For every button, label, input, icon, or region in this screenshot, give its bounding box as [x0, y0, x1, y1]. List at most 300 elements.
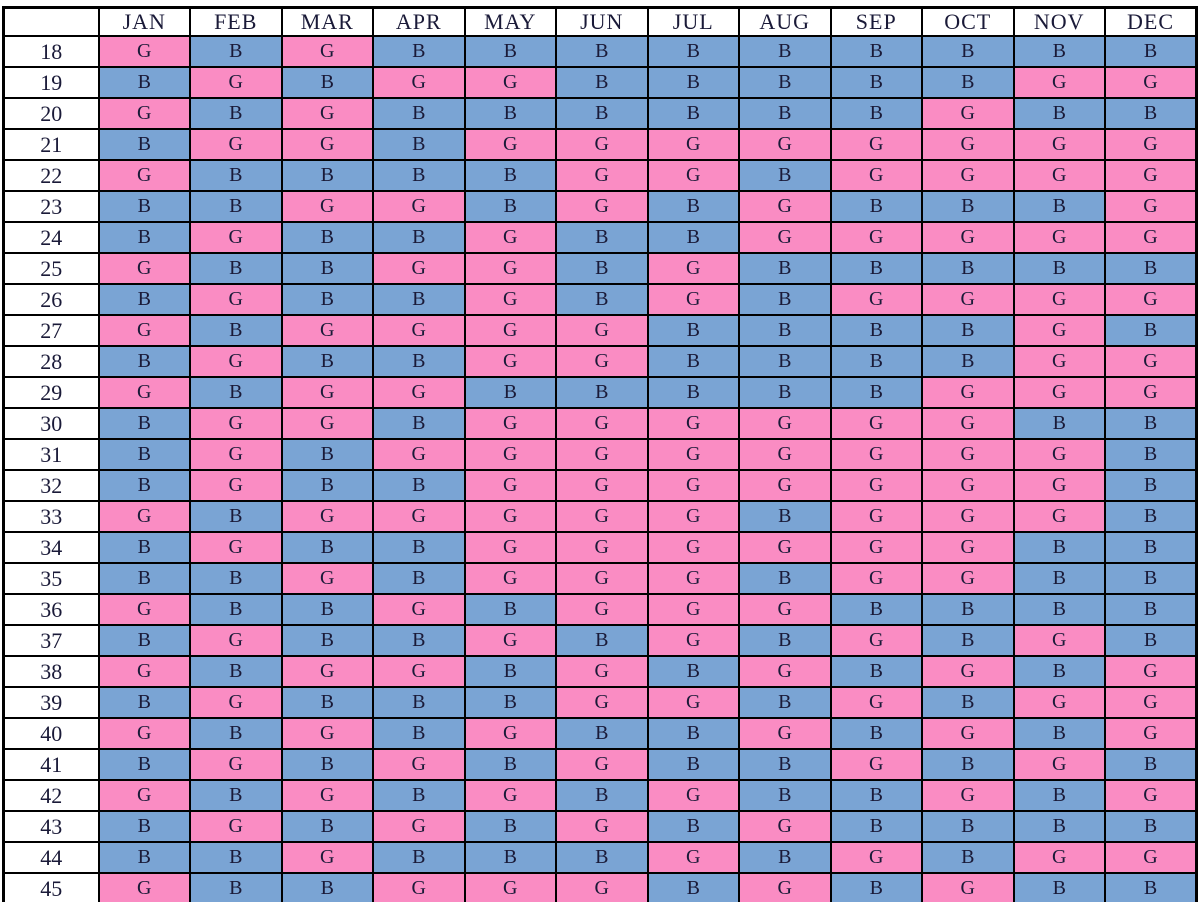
gender-cell: G [1105, 67, 1197, 98]
gender-cell: B [648, 222, 740, 253]
gender-cell: G [556, 315, 648, 346]
gender-cell: B [831, 780, 923, 811]
gender-cell: G [739, 532, 831, 563]
gender-cell: G [648, 284, 740, 315]
gender-cell: B [282, 346, 374, 377]
gender-cell: B [1105, 532, 1197, 563]
gender-cell: G [831, 625, 923, 656]
gender-cell: G [739, 129, 831, 160]
gender-cell: B [99, 191, 191, 222]
gender-cell: G [556, 470, 648, 501]
gender-cell: G [190, 532, 282, 563]
gender-prediction-table [2, 6, 1198, 902]
gender-cell: B [1014, 36, 1106, 67]
table-body [4, 36, 1197, 902]
gender-cell: B [465, 98, 557, 129]
gender-cell: B [373, 718, 465, 749]
gender-cell: B [99, 284, 191, 315]
table-row-age-32 [4, 470, 1197, 501]
gender-cell: B [739, 687, 831, 718]
gender-cell: B [282, 439, 374, 470]
gender-cell: B [739, 780, 831, 811]
gender-cell: G [373, 315, 465, 346]
gender-cell: B [373, 36, 465, 67]
gender-cell: G [282, 408, 374, 439]
age-row-header: 31 [4, 439, 99, 470]
gender-cell: B [1105, 501, 1197, 532]
gender-cell: B [282, 284, 374, 315]
gender-cell: B [282, 160, 374, 191]
gender-cell: B [282, 687, 374, 718]
gender-cell: B [556, 780, 648, 811]
gender-cell: G [922, 377, 1014, 408]
gender-cell: B [282, 470, 374, 501]
gender-cell: G [648, 625, 740, 656]
gender-cell: G [190, 687, 282, 718]
gender-cell: G [739, 811, 831, 842]
age-row-header: 38 [4, 656, 99, 687]
gender-cell: G [99, 160, 191, 191]
gender-cell: G [1105, 687, 1197, 718]
gender-cell: B [1105, 36, 1197, 67]
gender-cell: B [648, 749, 740, 780]
gender-cell: B [1105, 594, 1197, 625]
gender-cell: B [922, 191, 1014, 222]
table-row-age-41 [4, 749, 1197, 780]
gender-cell: B [1014, 656, 1106, 687]
table-row-age-39 [4, 687, 1197, 718]
gender-cell: G [190, 470, 282, 501]
gender-cell: B [190, 98, 282, 129]
gender-cell: B [373, 470, 465, 501]
month-header-mar: MAR [282, 8, 374, 37]
gender-cell: G [1014, 346, 1106, 377]
gender-cell: B [1105, 439, 1197, 470]
gender-cell: B [1105, 470, 1197, 501]
gender-cell: G [1014, 315, 1106, 346]
gender-cell: B [99, 625, 191, 656]
table-row-age-29 [4, 377, 1197, 408]
gender-cell: G [1105, 377, 1197, 408]
gender-cell: G [282, 191, 374, 222]
table-row-age-42 [4, 780, 1197, 811]
gender-cell: B [556, 36, 648, 67]
gender-cell: B [282, 873, 374, 902]
gender-cell: B [648, 873, 740, 902]
age-row-header: 45 [4, 873, 99, 902]
gender-cell: G [1014, 625, 1106, 656]
gender-cell: B [648, 811, 740, 842]
gender-cell: G [648, 253, 740, 284]
gender-cell: G [556, 439, 648, 470]
month-header-may: MAY [465, 8, 557, 37]
gender-cell: B [831, 253, 923, 284]
gender-cell: G [1105, 780, 1197, 811]
gender-cell: B [373, 563, 465, 594]
gender-cell: G [739, 222, 831, 253]
gender-cell: G [1014, 842, 1106, 873]
gender-cell: G [465, 780, 557, 811]
gender-cell: G [1105, 222, 1197, 253]
gender-cell: G [282, 98, 374, 129]
table-row-age-23 [4, 191, 1197, 222]
table-row-age-28 [4, 346, 1197, 377]
gender-cell: B [739, 67, 831, 98]
gender-cell: B [373, 532, 465, 563]
gender-cell: B [1014, 532, 1106, 563]
gender-cell: B [831, 315, 923, 346]
gender-cell: G [282, 656, 374, 687]
gender-cell: G [465, 718, 557, 749]
gender-cell: B [739, 749, 831, 780]
age-row-header: 37 [4, 625, 99, 656]
gender-cell: G [922, 98, 1014, 129]
gender-cell: G [831, 470, 923, 501]
gender-cell: G [556, 160, 648, 191]
table-row-age-43 [4, 811, 1197, 842]
gender-cell: G [922, 873, 1014, 902]
gender-cell: G [648, 563, 740, 594]
gender-cell: B [465, 656, 557, 687]
table-row-age-37 [4, 625, 1197, 656]
gender-cell: B [831, 873, 923, 902]
gender-cell: G [373, 191, 465, 222]
gender-cell: G [739, 408, 831, 439]
gender-cell: B [831, 191, 923, 222]
gender-cell: G [465, 346, 557, 377]
gender-cell: G [648, 470, 740, 501]
gender-cell: B [373, 98, 465, 129]
gender-cell: B [831, 36, 923, 67]
gender-cell: G [922, 656, 1014, 687]
gender-cell: G [556, 687, 648, 718]
gender-cell: G [922, 470, 1014, 501]
gender-cell: G [556, 873, 648, 902]
gender-cell: B [1014, 780, 1106, 811]
gender-cell: B [1105, 625, 1197, 656]
gender-cell: G [831, 408, 923, 439]
age-row-header: 29 [4, 377, 99, 408]
gender-cell: B [1014, 191, 1106, 222]
age-row-header: 20 [4, 98, 99, 129]
gender-cell: B [373, 408, 465, 439]
gender-cell: G [831, 563, 923, 594]
gender-cell: G [648, 129, 740, 160]
gender-cell: G [831, 532, 923, 563]
gender-cell: B [190, 501, 282, 532]
gender-cell: B [99, 470, 191, 501]
gender-cell: G [922, 408, 1014, 439]
gender-cell: G [190, 811, 282, 842]
gender-cell: B [648, 98, 740, 129]
gender-cell: G [556, 811, 648, 842]
gender-cell: B [99, 749, 191, 780]
gender-cell: B [190, 191, 282, 222]
gender-cell: B [282, 594, 374, 625]
gender-cell: B [922, 594, 1014, 625]
gender-cell: B [99, 346, 191, 377]
age-row-header: 33 [4, 501, 99, 532]
gender-cell: G [373, 439, 465, 470]
gender-cell: G [282, 563, 374, 594]
gender-cell: G [282, 315, 374, 346]
gender-cell: B [190, 36, 282, 67]
gender-cell: G [1105, 346, 1197, 377]
gender-cell: B [922, 811, 1014, 842]
gender-cell: B [922, 67, 1014, 98]
gender-cell: G [922, 532, 1014, 563]
gender-cell: B [282, 67, 374, 98]
gender-cell: G [465, 625, 557, 656]
gender-cell: G [922, 284, 1014, 315]
gender-cell: B [465, 842, 557, 873]
gender-cell: G [190, 749, 282, 780]
month-header-sep: SEP [831, 8, 923, 37]
gender-cell: G [99, 873, 191, 902]
gender-cell: B [373, 284, 465, 315]
gender-cell: G [1105, 129, 1197, 160]
gender-cell: G [190, 439, 282, 470]
gender-cell: B [922, 36, 1014, 67]
gender-cell: G [373, 873, 465, 902]
gender-cell: G [648, 501, 740, 532]
gender-cell: G [99, 98, 191, 129]
gender-cell: B [190, 160, 282, 191]
corner-cell [4, 8, 99, 37]
gender-cell: B [648, 656, 740, 687]
gender-cell: B [831, 594, 923, 625]
gender-cell: G [648, 532, 740, 563]
gender-cell: B [648, 377, 740, 408]
gender-cell: B [922, 315, 1014, 346]
gender-cell: B [282, 749, 374, 780]
gender-cell: B [99, 67, 191, 98]
gender-cell: G [190, 625, 282, 656]
gender-cell: B [556, 718, 648, 749]
gender-cell: B [373, 625, 465, 656]
gender-cell: G [373, 253, 465, 284]
gender-cell: G [99, 780, 191, 811]
gender-cell: G [190, 346, 282, 377]
gender-cell: B [282, 625, 374, 656]
gender-cell: G [465, 439, 557, 470]
table-row-age-25 [4, 253, 1197, 284]
month-header-nov: NOV [1014, 8, 1106, 37]
table-row-age-31 [4, 439, 1197, 470]
age-row-header: 44 [4, 842, 99, 873]
gender-cell: G [922, 718, 1014, 749]
month-header-dec: DEC [1105, 8, 1197, 37]
gender-cell: B [190, 594, 282, 625]
gender-cell: B [739, 625, 831, 656]
gender-cell: G [831, 284, 923, 315]
gender-cell: B [282, 253, 374, 284]
gender-cell: B [1014, 253, 1106, 284]
table-row-age-38 [4, 656, 1197, 687]
month-header-jun: JUN [556, 8, 648, 37]
gender-cell: G [99, 501, 191, 532]
gender-cell: G [556, 501, 648, 532]
gender-cell: B [190, 718, 282, 749]
gender-cell: G [282, 780, 374, 811]
gender-cell: G [99, 315, 191, 346]
gender-cell: G [465, 222, 557, 253]
gender-cell: B [465, 594, 557, 625]
table-row-age-30 [4, 408, 1197, 439]
gender-cell: G [922, 780, 1014, 811]
gender-cell: G [831, 222, 923, 253]
gender-cell: B [99, 811, 191, 842]
gender-cell: G [465, 408, 557, 439]
gender-cell: B [556, 842, 648, 873]
table-row-age-26 [4, 284, 1197, 315]
gender-cell: G [648, 780, 740, 811]
gender-cell: G [739, 718, 831, 749]
table-row-age-21 [4, 129, 1197, 160]
gender-cell: G [1105, 160, 1197, 191]
gender-cell: G [556, 191, 648, 222]
gender-cell: G [373, 377, 465, 408]
gender-cell: G [99, 36, 191, 67]
gender-cell: G [282, 501, 374, 532]
gender-cell: B [282, 532, 374, 563]
gender-cell: G [1014, 67, 1106, 98]
age-row-header: 39 [4, 687, 99, 718]
gender-cell: B [556, 222, 648, 253]
gender-cell: B [190, 873, 282, 902]
gender-cell: B [739, 160, 831, 191]
gender-cell: B [831, 98, 923, 129]
gender-cell: G [922, 222, 1014, 253]
gender-cell: B [648, 346, 740, 377]
month-header-oct: OCT [922, 8, 1014, 37]
gender-cell: B [373, 222, 465, 253]
table-row-age-33 [4, 501, 1197, 532]
gender-cell: B [465, 749, 557, 780]
gender-cell: B [739, 842, 831, 873]
gender-cell: B [556, 625, 648, 656]
gender-cell: B [99, 439, 191, 470]
gender-cell: G [465, 501, 557, 532]
gender-cell: B [190, 253, 282, 284]
gender-cell: B [648, 36, 740, 67]
gender-cell: G [922, 563, 1014, 594]
gender-cell: B [1014, 811, 1106, 842]
gender-cell: B [648, 67, 740, 98]
gender-cell: B [831, 377, 923, 408]
table-row-age-18 [4, 36, 1197, 67]
gender-cell: B [556, 67, 648, 98]
gender-cell: B [1105, 98, 1197, 129]
gender-cell: G [1014, 377, 1106, 408]
gender-cell: G [465, 129, 557, 160]
gender-cell: G [282, 36, 374, 67]
gender-cell: G [99, 377, 191, 408]
gender-cell: G [373, 656, 465, 687]
gender-cell: B [556, 377, 648, 408]
gender-cell: G [922, 439, 1014, 470]
gender-cell: B [282, 811, 374, 842]
gender-cell: B [648, 315, 740, 346]
gender-cell: B [373, 842, 465, 873]
gender-cell: G [831, 439, 923, 470]
age-row-header: 24 [4, 222, 99, 253]
gender-cell: G [1014, 439, 1106, 470]
gender-cell: G [556, 594, 648, 625]
table-row-age-40 [4, 718, 1197, 749]
gender-cell: B [190, 656, 282, 687]
gender-cell: G [1105, 842, 1197, 873]
age-row-header: 26 [4, 284, 99, 315]
gender-cell: B [922, 346, 1014, 377]
table-row-age-44 [4, 842, 1197, 873]
gender-cell: G [831, 749, 923, 780]
gender-cell: B [1105, 811, 1197, 842]
age-row-header: 19 [4, 67, 99, 98]
gender-cell: B [831, 718, 923, 749]
gender-cell: G [373, 594, 465, 625]
gender-cell: G [190, 222, 282, 253]
gender-cell: B [99, 687, 191, 718]
gender-cell: B [1105, 408, 1197, 439]
gender-cell: G [1014, 222, 1106, 253]
gender-cell: B [1105, 253, 1197, 284]
gender-cell: B [1014, 408, 1106, 439]
gender-cell: B [465, 687, 557, 718]
gender-cell: G [1014, 687, 1106, 718]
gender-cell: G [648, 439, 740, 470]
month-header-feb: FEB [190, 8, 282, 37]
gender-cell: B [739, 253, 831, 284]
gender-cell: G [373, 501, 465, 532]
gender-cell: B [373, 346, 465, 377]
age-row-header: 35 [4, 563, 99, 594]
gender-cell: B [465, 377, 557, 408]
gender-cell: B [190, 377, 282, 408]
month-header-aug: AUG [739, 8, 831, 37]
gender-cell: B [190, 563, 282, 594]
gender-cell: G [556, 346, 648, 377]
gender-cell: G [739, 439, 831, 470]
gender-cell: G [465, 284, 557, 315]
gender-cell: B [1014, 98, 1106, 129]
gender-cell: B [739, 315, 831, 346]
gender-cell: G [1014, 129, 1106, 160]
age-row-header: 27 [4, 315, 99, 346]
gender-cell: G [282, 129, 374, 160]
gender-cell: B [1105, 315, 1197, 346]
gender-cell: B [465, 191, 557, 222]
gender-cell: B [831, 656, 923, 687]
gender-cell: G [373, 67, 465, 98]
table-row-age-24 [4, 222, 1197, 253]
gender-cell: B [190, 315, 282, 346]
gender-cell: B [556, 284, 648, 315]
gender-cell: G [739, 470, 831, 501]
gender-cell: B [556, 98, 648, 129]
gender-cell: B [739, 563, 831, 594]
gender-cell: B [99, 129, 191, 160]
gender-cell: G [922, 129, 1014, 160]
gender-cell: B [373, 129, 465, 160]
gender-cell: G [190, 67, 282, 98]
table-row-age-22 [4, 160, 1197, 191]
gender-cell: B [1014, 718, 1106, 749]
gender-cell: B [465, 811, 557, 842]
gender-cell: B [648, 718, 740, 749]
month-header-jul: JUL [648, 8, 740, 37]
gender-cell: B [190, 780, 282, 811]
